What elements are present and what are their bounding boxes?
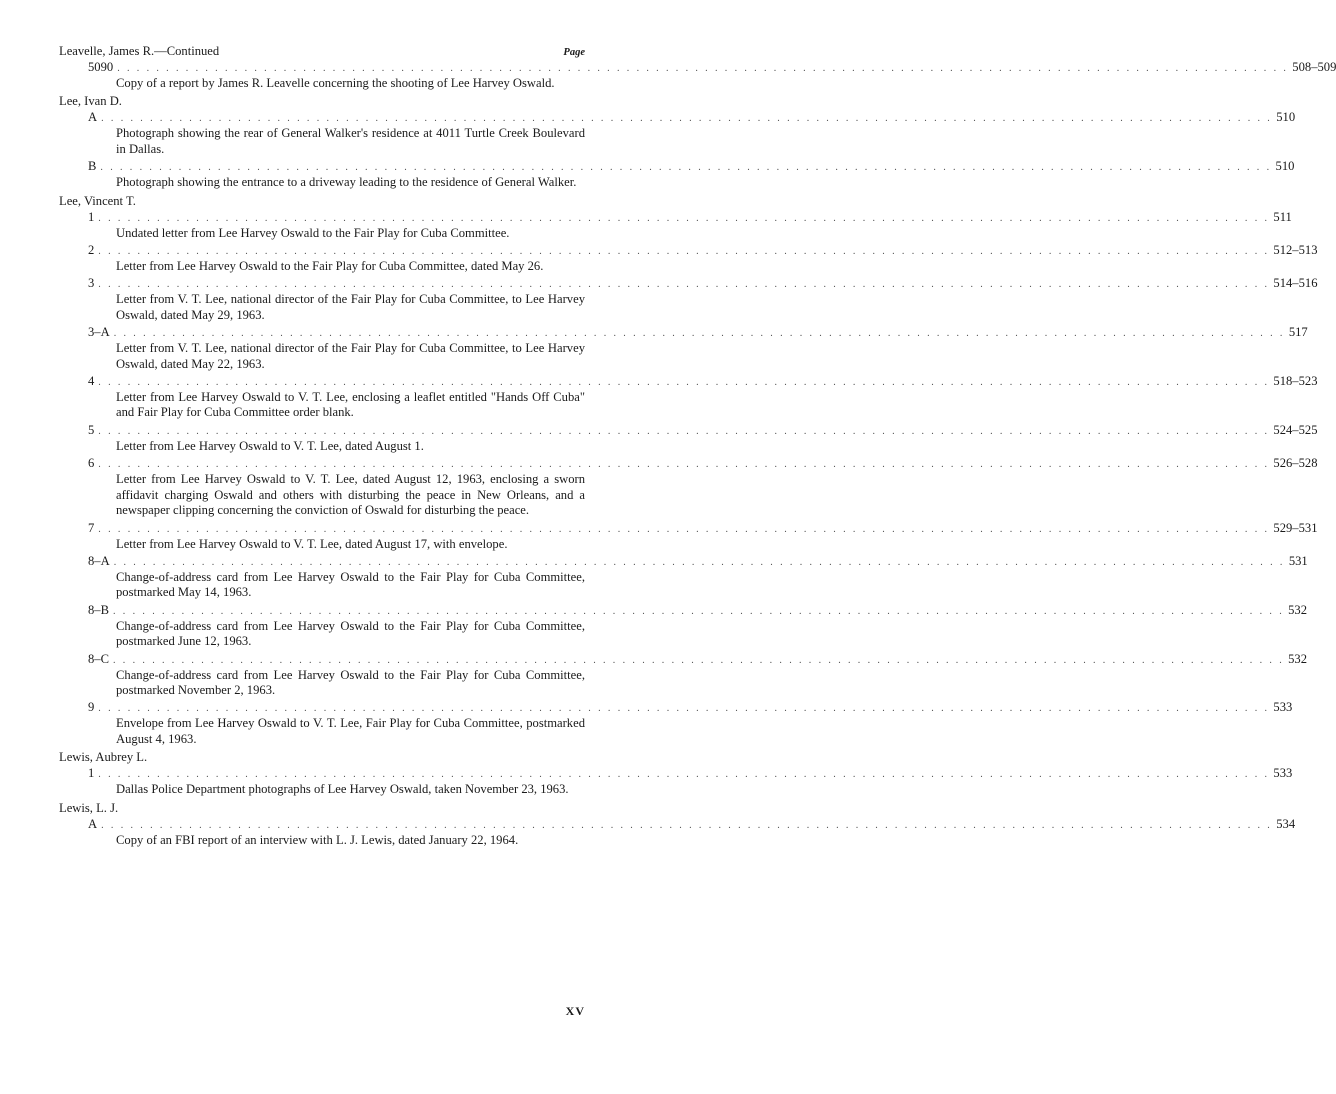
exhibit-number: A [88,110,98,125]
dot-leader: . . . . . . . . . . . . . . . . . . . . . . . . . . . . . . . . . . . . . . . . . . . . . . . . . . . . . . . . . . . . . . . . . . . . . . . . . . . . . . . . . . . . . . . . . . . . . . . . . . . . . . . . . . . . . . . . . . . . . . . . [101,113,1273,125]
person-group [59,750,1293,797]
exhibit-line [59,60,1336,76]
exhibit-pages: 529–531 [1273,520,1318,535]
exhibit-number: B [88,159,97,174]
exhibit-pages: 511 [1273,209,1292,224]
exhibit-description: Change-of-address card from Lee Harvey Oswald to the Fair Play for Cuba Committee, postmarked November 2, 1963. [116,667,585,697]
page-number: XV [565,1004,585,1018]
exhibit-line [59,276,1318,292]
exhibit-pages: 518–523 [1273,374,1318,389]
dot-leader: . . . . . . . . . . . . . . . . . . . . . . . . . . . . . . . . . . . . . . . . . . . . . . . . . . . . . . . . . . . . . . . . . . . . . . . . . . . . . . . . . . . . . . . . . . . . . . . . . . . . . . . . . . . . . . . . . . . . . . . . [113,328,1285,340]
exhibit-description: Letter from Lee Harvey Oswald to V. T. Lee, dated August 1. [116,438,424,453]
exhibit-number: 5 [88,422,95,437]
exhibit-line [59,651,1307,668]
exhibit-line [59,110,1296,126]
person-group [59,193,1318,748]
dot-leader: . . . . . . . . . . . . . . . . . . . . . . . . . . . . . . . . . . . . . . . . . . . . . . . . . . . . . . . . . . . . . . . . . . . . . . . . . . . . . . . . . . . . . . . . . . . . . . . . . . . . . . . . . . . . . . . . . . . . . . . . [98,279,1270,291]
exhibit-line [59,422,1318,439]
dot-leader: . . . . . . . . . . . . . . . . . . . . . . . . . . . . . . . . . . . . . . . . . . . . . . . . . . . . . . . . . . . . . . . . . . . . . . . . . . . . . . . . . . . . . . . . . . . . . . . . . . . . . . . . . . . . . . . . . . . . . . . . [98,459,1270,471]
exhibit-description: Change-of-address card from Lee Harvey Oswald to the Fair Play for Cuba Committee, postmarked June 12, 1963. [116,618,585,649]
dot-leader: . . . . . . . . . . . . . . . . . . . . . . . . . . . . . . . . . . . . . . . . . . . . . . . . . . . . . . . . . . . . . . . . . . . . . . . . . . . . . . . . . . . . . . . . . . . . . . . . . . . . . . . . . . . . . . . . . . . . . . . . [98,769,1270,781]
dot-leader: . . . . . . . . . . . . . . . . . . . . . . . . . . . . . . . . . . . . . . . . . . . . . . . . . . . . . . . . . . . . . . . . . . . . . . . . . . . . . . . . . . . . . . . . . . . . . . . . . . . . . . . . . . . . . . . . . . . . . . . . [113,654,1285,666]
exhibit-line [59,816,1296,833]
exhibit-number: 8–C [88,651,109,666]
dot-leader: . . . . . . . . . . . . . . . . . . . . . . . . . . . . . . . . . . . . . . . . . . . . . . . . . . . . . . . . . . . . . . . . . . . . . . . . . . . . . . . . . . . . . . . . . . . . . . . . . . . . . . . . . . . . . . . . . . . . . . . . [113,605,1285,617]
exhibit-description: Dallas Police Department photographs of Lee Harvey Oswald, taken November 23, 1963. [116,782,569,797]
exhibit-pages: 524–525 [1273,422,1318,437]
page-column-label: Page [563,47,585,58]
exhibit-description: Letter from Lee Harvey Oswald to V. T. Lee, enclosing a leaflet entitled "Hands Off Cuba" and Fair Play for Cuba Committee order blank. [116,390,585,420]
exhibit-number: 8–B [88,602,109,617]
exhibit-number: 4 [88,374,95,389]
exhibit-pages: 512–513 [1273,243,1318,258]
dot-leader: . . . . . . . . . . . . . . . . . . . . . . . . . . . . . . . . . . . . . . . . . . . . . . . . . . . . . . . . . . . . . . . . . . . . . . . . . . . . . . . . . . . . . . . . . . . . . . . . . . . . . . . . . . . . . . . . . . . . . . . . [117,63,1289,74]
exhibit-description: Letter from V. T. Lee, national director of the Fair Play for Cuba Committee, to Lee Harvey Oswald, dated May 29, 1963. [116,292,585,322]
dot-leader: . . . . . . . . . . . . . . . . . . . . . . . . . . . . . . . . . . . . . . . . . . . . . . . . . . . . . . . . . . . . . . . . . . . . . . . . . . . . . . . . . . . . . . . . . . . . . . . . . . . . . . . . . . . . . . . . . . . . . . . . [98,212,1270,224]
exhibit-line [59,602,1307,619]
exhibit-line [59,700,1293,716]
exhibit-line [59,374,1318,390]
exhibit-number: 9 [88,700,95,715]
exhibit-number: 6 [88,456,95,471]
exhibit-pages: 526–528 [1273,456,1318,471]
exhibit-line [59,553,1308,570]
exhibit-line [59,159,1295,175]
exhibit-pages: 531 [1288,553,1308,568]
person-name: Lee, Ivan D. [59,94,122,109]
person-group [59,60,1336,91]
exhibit-line [59,520,1318,537]
exhibit-line [59,209,1292,226]
exhibit-description: Photograph showing the entrance to a driveway leading to the residence of General Walker. [116,175,577,190]
exhibit-pages: 514–516 [1273,276,1318,291]
exhibit-description: Letter from Lee Harvey Oswald to V. T. Lee, dated August 17, with envelope. [116,536,508,551]
exhibit-pages: 510 [1276,110,1296,125]
exhibit-description: Undated letter from Lee Harvey Oswald to the Fair Play for Cuba Committee. [116,225,510,240]
exhibit-description: Copy of an FBI report of an interview with L. J. Lewis, dated January 22, 1964. [116,832,519,847]
exhibit-description: Envelope from Lee Harvey Oswald to V. T. Lee, Fair Play for Cuba Committee, postmarked August 4, 1963. [116,716,585,746]
person-group [59,800,1296,848]
exhibit-line [59,456,1318,472]
exhibit-pages: 533 [1273,766,1293,781]
exhibit-number: 2 [88,243,95,258]
dot-leader: . . . . . . . . . . . . . . . . . . . . . . . . . . . . . . . . . . . . . . . . . . . . . . . . . . . . . . . . . . . . . . . . . . . . . . . . . . . . . . . . . . . . . . . . . . . . . . . . . . . . . . . . . . . . . . . . . . . . . . . . [101,819,1273,831]
exhibit-pages: 532 [1288,651,1307,666]
exhibit-description: Letter from Lee Harvey Oswald to the Fair Play for Cuba Committee, dated May 26. [116,259,544,274]
exhibit-number: A [88,816,98,831]
exhibit-number: 7 [88,520,95,535]
exhibit-line [59,243,1318,259]
exhibit-number: 5090 [88,60,114,74]
exhibit-description: Change-of-address card from Lee Harvey Oswald to the Fair Play for Cuba Committee, postmarked May 14, 1963. [116,569,585,600]
exhibit-line [59,325,1308,341]
index-page [59,44,1336,850]
exhibit-pages: 508–509 [1292,60,1336,74]
index-entries [59,60,1336,848]
exhibit-pages: 517 [1288,325,1308,340]
exhibit-number: 3–A [88,325,110,340]
exhibit-pages: 510 [1275,159,1295,174]
dot-leader: . . . . . . . . . . . . . . . . . . . . . . . . . . . . . . . . . . . . . . . . . . . . . . . . . . . . . . . . . . . . . . . . . . . . . . . . . . . . . . . . . . . . . . . . . . . . . . . . . . . . . . . . . . . . . . . . . . . . . . . . [98,703,1270,715]
exhibit-number: 1 [88,766,95,781]
exhibit-pages: 533 [1273,700,1293,715]
exhibit-description: Photograph showing the rear of General Walker's residence at 4011 Turtle Creek Boulevard in Dallas. [116,126,585,156]
dot-leader: . . . . . . . . . . . . . . . . . . . . . . . . . . . . . . . . . . . . . . . . . . . . . . . . . . . . . . . . . . . . . . . . . . . . . . . . . . . . . . . . . . . . . . . . . . . . . . . . . . . . . . . . . . . . . . . . . . . . . . . . [98,377,1270,389]
continued-name-heading: Leavelle, James R.—Continued [59,44,220,58]
person-group [59,94,1296,190]
exhibit-pages: 534 [1276,816,1296,831]
exhibit-description: Letter from V. T. Lee, national director of the Fair Play for Cuba Committee, to Lee Harvey Oswald, dated May 22, 1963. [116,341,585,371]
exhibit-line [59,766,1293,782]
exhibit-number: 3 [88,276,95,291]
dot-leader: . . . . . . . . . . . . . . . . . . . . . . . . . . . . . . . . . . . . . . . . . . . . . . . . . . . . . . . . . . . . . . . . . . . . . . . . . . . . . . . . . . . . . . . . . . . . . . . . . . . . . . . . . . . . . . . . . . . . . . . . [98,246,1270,258]
page-header [59,44,585,60]
person-name: Lee, Vincent T. [59,193,136,208]
exhibit-pages: 532 [1288,602,1307,617]
dot-leader: . . . . . . . . . . . . . . . . . . . . . . . . . . . . . . . . . . . . . . . . . . . . . . . . . . . . . . . . . . . . . . . . . . . . . . . . . . . . . . . . . . . . . . . . . . . . . . . . . . . . . . . . . . . . . . . . . . . . . . . . [100,162,1272,174]
person-name: Lewis, Aubrey L. [59,750,148,765]
dot-leader: . . . . . . . . . . . . . . . . . . . . . . . . . . . . . . . . . . . . . . . . . . . . . . . . . . . . . . . . . . . . . . . . . . . . . . . . . . . . . . . . . . . . . . . . . . . . . . . . . . . . . . . . . . . . . . . . . . . . . . . . [98,425,1270,437]
dot-leader: . . . . . . . . . . . . . . . . . . . . . . . . . . . . . . . . . . . . . . . . . . . . . . . . . . . . . . . . . . . . . . . . . . . . . . . . . . . . . . . . . . . . . . . . . . . . . . . . . . . . . . . . . . . . . . . . . . . . . . . . [98,523,1270,535]
exhibit-description: Copy of a report by James R. Leavelle concerning the shooting of Lee Harvey Oswald. [116,76,555,90]
dot-leader: . . . . . . . . . . . . . . . . . . . . . . . . . . . . . . . . . . . . . . . . . . . . . . . . . . . . . . . . . . . . . . . . . . . . . . . . . . . . . . . . . . . . . . . . . . . . . . . . . . . . . . . . . . . . . . . . . . . . . . . . [113,556,1285,568]
exhibit-description: Letter from Lee Harvey Oswald to V. T. Lee, dated August 12, 1963, enclosing a sworn affidavit charging Oswald and others with disturbing the peace in New Orleans, and a newspaper clipping concerning the conviction of Oswald for disturbing the peace. [116,472,585,518]
exhibit-number: 8–A [88,553,110,568]
exhibit-number: 1 [88,209,95,224]
person-name: Lewis, L. J. [59,800,119,815]
